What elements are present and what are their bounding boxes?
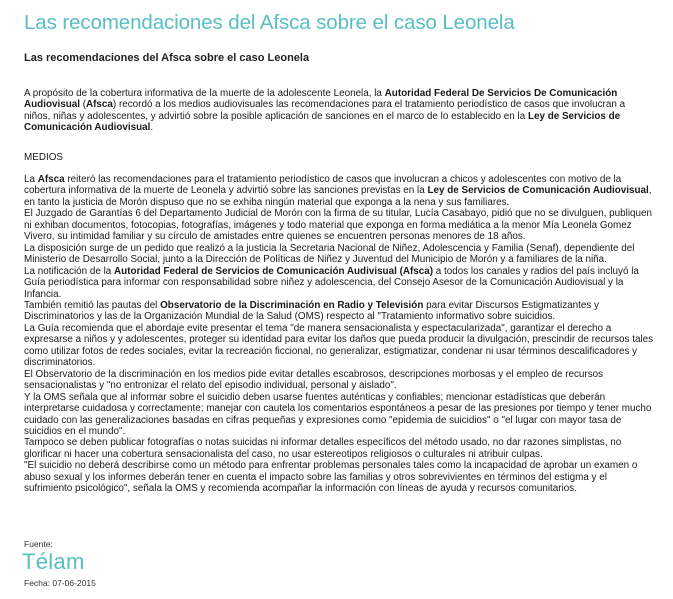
body-paragraph-3: La disposición surge de un pedido que realizó a la justicia la Secretaria Nacional de Niñez, Adolescencia y Familia (Senaf), dependiente del Ministerio de Desarrollo Social, junto a la Dirección de Políticas de Niñez y Juventud del Municipio de Morón y a familiares de la niña. [24, 242, 635, 266]
source-label: Fuente: [24, 539, 53, 549]
publication-date: Fecha: 07-06-2015 [24, 578, 96, 588]
afsca-acronym: Afsca [86, 99, 113, 111]
body-paragraph-2: El Juzgado de Garantías 6 del Departamento Judicial de Morón con la firma de su titular, Lucía Casabayo, pidió que no se divulguen, publiquen ni exhiban documentos, fotocopias, fotografías, imágenes y todo material que exponga en forma mediática a la menor Mía Leonela Gomez Vivero, su intimidad familiar y su círculo de amistades entre quienes se encuentren personas menores de 18 años. [24, 208, 653, 243]
article-subtitle: Las recomendaciones del Afsca sobre el caso Leonela [24, 52, 310, 64]
intro-paragraph: A propósito de la cobertura informativa de la muerte de la adolescente Leonela, la Autoridad Federal De Servicios De Comunicación Audiovisual (Afsca) recordó a los medios audiovisuales las recomendaciones para el tratamiento periodístico de casos que involucran a niños, niñas y adolescentes, y advirtió sobre la posible aplicación de sanciones en el marco de lo establecido en la Ley de Servicios de Comunicación Audiovisual. [24, 88, 626, 134]
body-paragraph-6: La Guía recomienda que el abordaje evite presentar el tema "de manera sensacionalista y espectacularizada", garantizar el derecho a expresarse a niños y y adolescentes, proteger su identidad para evitar los daños que pueda producir la divulgación, prescindir de recursos tales como utilizar fotos de redes sociales, evitar la recreación ficcional, no generalizar, estigmatizar, condenar ni usar términos descalificadores y discriminatorios. [24, 322, 654, 369]
body-paragraph-1: La Afsca reiteró las recomendaciones para el tratamiento periodístico de casos que involucran a chicos y adolescentes con motivo de la cobertura informativa de la muerte de Leonela y advirtió sobre las sanciones previstas en la Ley de Servicios de Comunicación Audiovisual, en tanto la justicia de Morón dispuso que no se exhiba ningún material que exponga a la nena y sus familiares. [24, 174, 652, 208]
body-paragraph-10: "El suicidio no deberá describirse como un método para enfrentar problemas personales tales como la incapacidad de aprobar un examen o abuso sexual y los informes deberán tener en cuenta el impacto sobre las familias y otros sobrevivientes en términos del estigma y el sufrimiento psicológico", señala la OMS y recomienda acompañar la información con líneas de ayuda y recursos comunitarios. [24, 460, 638, 495]
body-paragraph-8: Y la OMS señala que al informar sobre el suicidio deben usarse fuentes auténticas y confiables; mencionar estadísticas que deberán interpretarse cuidadosa y correctamente; manejar con cautela los comentarios espontáneos a pesar de las presiones por tiempo y tener mucho cuidado con las generalizaciones basadas en cifras pequeñas y expresiones como "epidemia de suicidios" o "el lugar con mayor tasa de suicidios en el mundo". [24, 391, 652, 437]
article-body [24, 174, 654, 495]
section-label: MEDIOS [24, 152, 63, 163]
body-paragraph-9: Tampoco se deben publicar fotografías o notas suicidas ni informar detalles específicos del método usado, no dar razones simplistas, no glorificar ni hacer una cobertura sensacionalista del caso, no usar estereotipos religiosos o culturales ni atribuir culpas. [24, 437, 622, 460]
source-logo: Télam [22, 549, 85, 574]
body-paragraph-7: El Observatorio de la discriminación en los medios pide evitar detalles escabrosos, descripciones morbosas y el empleo de recursos sensacionalistas y "no entronizar el relato del episodio individual, personal y aislado". [24, 368, 604, 392]
body-paragraph-5: También remitió las pautas del Observatorio de la Discriminación en Radio y Televisión para evitar Discursos Estigmatizantes y Discriminatorios y las de la Organización Mundial de la Salud (OMS) respecto al "Tratamiento informativo sobre suicidios. [24, 299, 599, 323]
law-name: Ley de Servicios de Comunicación Audiovisual [24, 110, 621, 134]
body-paragraph-4: La notificación de la Autoridad Federal de Servicios de Comunicación Audivisual (Afsca) a todos los canales y radios del país incluyó la Guía periodística para informar con responsabilidad sobre niñez y adolescencia, del Consejo Asesor de la Comunicación Audiovisual y la Infancia. [24, 265, 639, 300]
afsca-full-name: Autoridad Federal De Servicios De Comunicación Audiovisual [24, 88, 618, 111]
page-title: Las recomendaciones del Afsca sobre el caso Leonela [24, 11, 515, 34]
